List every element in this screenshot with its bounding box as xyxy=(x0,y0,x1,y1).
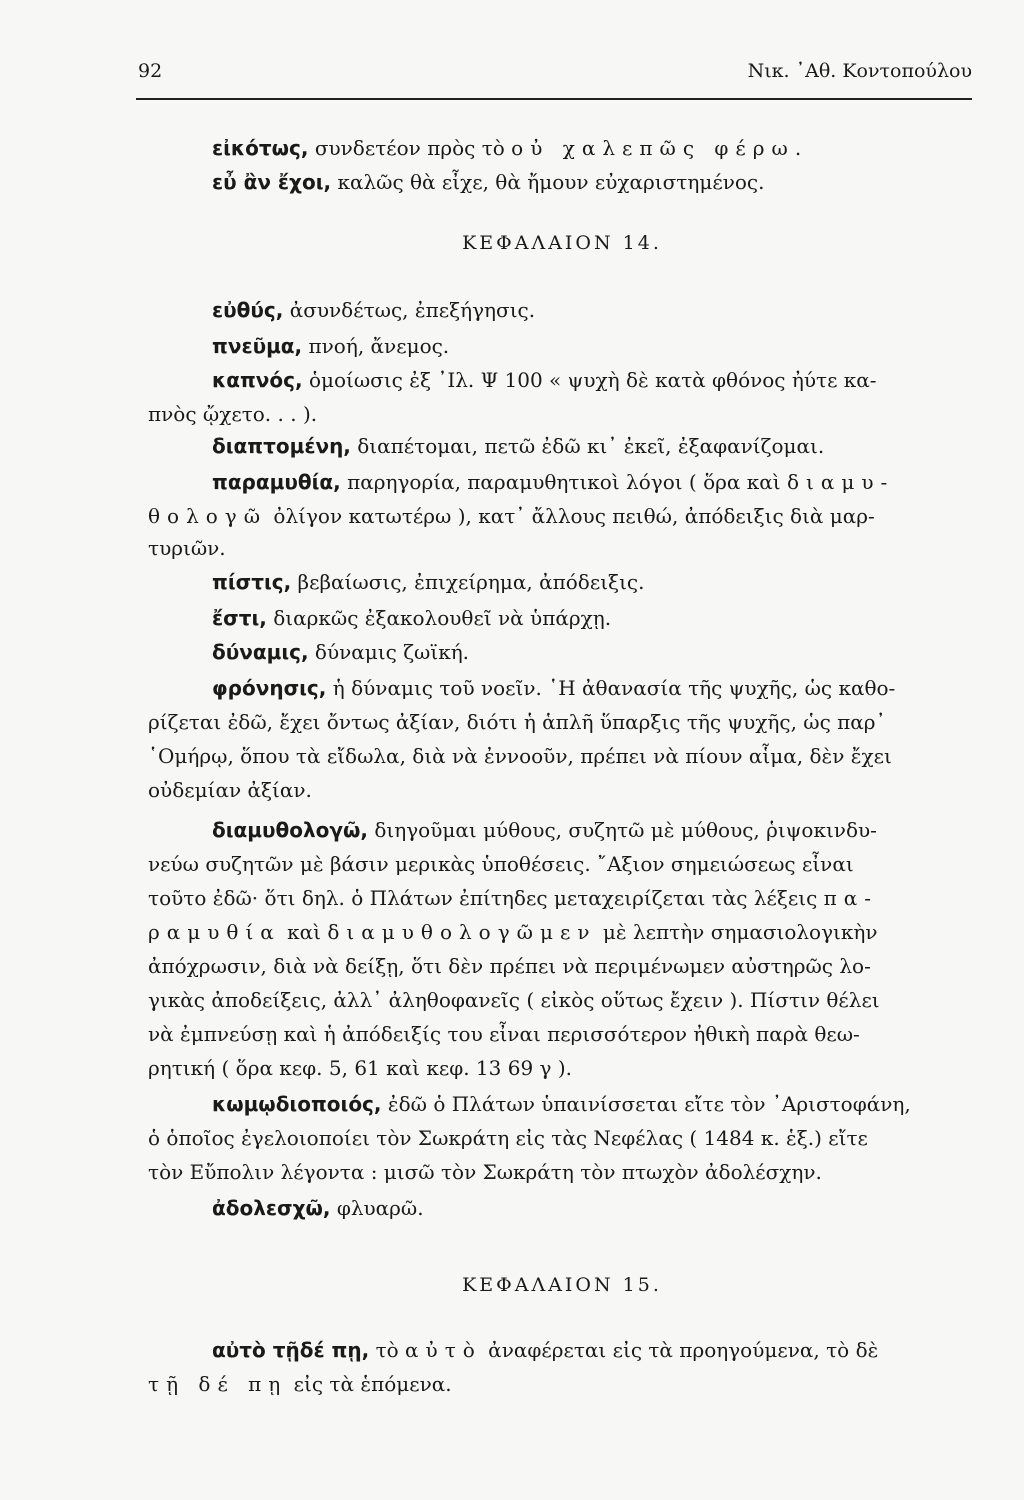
entry-term: αὐτὸ τῇδέ πῃ, xyxy=(212,1338,370,1362)
page-number: 92 xyxy=(138,60,163,82)
spaced-phrase: αὐτὸ xyxy=(405,1338,482,1362)
entry-eikotos xyxy=(212,136,801,160)
header-rule xyxy=(136,98,972,100)
entry-diamythologo xyxy=(212,818,877,842)
entry-gloss: ἐδῶ ὁ Πλάτων ὑπαινίσσεται εἴτε τὸν ᾿Αριστοφάνη, xyxy=(381,1092,911,1116)
entry-gloss: βεβαίωσις, ἐπιχείρημα, ἀπόδειξις. xyxy=(291,570,645,594)
entry-diamythologo-line6: γικὰς ἀποδείξεις, ἀλλ᾿ ἀληθοφανεῖς ( εἰκὸς οὕτως ἔχειν ). Πίστιν θέλει xyxy=(148,988,880,1012)
entry-euthys xyxy=(212,298,535,322)
entry-auto-tede-pe-line2 xyxy=(148,1372,452,1396)
entry-gloss: τὸ xyxy=(369,1338,406,1362)
entry-kapnos xyxy=(212,368,877,392)
entry-gloss: πνοή, ἄνεμος. xyxy=(302,334,450,358)
entry-diamythologo-line3 xyxy=(148,886,878,910)
entry-pistis xyxy=(212,570,644,594)
entry-fronesis-line4: οὐδεμίαν ἀξίαν. xyxy=(148,778,312,802)
entry-paramythia-line2 xyxy=(148,504,875,528)
entry-term: εὖ ἂν ἔχοι, xyxy=(212,170,332,194)
entry-gloss: συνδετέον πρὸς τὸ xyxy=(308,136,512,160)
entry-term: εἰκότως, xyxy=(212,136,309,160)
entry-pneuma xyxy=(212,334,449,358)
entry-gloss: διαπέτομαι, πετῶ ἐδῶ κι᾿ ἐκεῖ, ἐξαφανίζομαι. xyxy=(350,434,825,458)
text-run: μὲ λεπτὴν σημασιολογικὴν xyxy=(596,920,878,944)
entry-fronesis-line3: ῾Ομήρῳ, ὅπου τὰ εἴδωλα, διὰ νὰ ἐννοοῦν, πρέπει νὰ πίουν αἷμα, δὲν ἔχει xyxy=(148,744,892,768)
spaced-phrase: ραμυθία xyxy=(148,920,281,944)
punct: . xyxy=(794,136,802,160)
entry-gloss: καλῶς θὰ εἶχε, θὰ ἤμουν εὐχαριστημένος. xyxy=(331,170,765,194)
text-run: τοῦτο ἐδῶ· ὅτι δηλ. ὁ Πλάτων ἐπίτηδες μεταχειρίζεται τὰς λέξεις xyxy=(148,886,824,910)
spaced-phrase: διαμυθολογῶμεν xyxy=(327,920,597,944)
entry-paramythia-line3: τυριῶν. xyxy=(148,536,226,560)
entry-komodiopoios-line3: τὸν Εὔπολιν λέγοντα : μισῶ τὸν Σωκράτη τὸν πτωχὸν ἀδολέσχην. xyxy=(148,1160,822,1184)
entry-komodiopoios-line2: ὁ ὁποῖος ἐγελοιοποίει τὸν Σωκράτη εἰς τὰς Νεφέλας ( 1484 κ. ἑξ.) εἴτε xyxy=(148,1126,868,1150)
entry-adolescho xyxy=(212,1196,424,1220)
entry-diaptomene xyxy=(212,434,824,458)
entry-eu-an-echoi xyxy=(212,170,764,194)
text-run: εἰς τὰ ἑπόμενα. xyxy=(287,1372,452,1396)
entry-diamythologo-line7: νὰ ἐμπνεύσῃ καὶ ἡ ἀπόδειξίς του εἶναι περισσότερον ἠθικὴ παρὰ θεω- xyxy=(148,1022,860,1046)
chapter-heading-15: ΚΕΦΑΛΑΙΟΝ 15. xyxy=(462,1274,662,1296)
entry-fronesis xyxy=(212,676,895,700)
chapter-heading-14: ΚΕΦΑΛΑΙΟΝ 14. xyxy=(462,232,662,254)
entry-fronesis-line2: ρίζεται ἐδῶ, ἔχει ὄντως ἀξίαν, διότι ἡ ἁπλῆ ὕπαρξις τῆς ψυχῆς, ὡς παρ᾿ xyxy=(148,710,886,734)
entry-diamythologo-line5: ἀπόχρωσιν, διὰ νὰ δείξῃ, ὅτι δὲν πρέπει νὰ περιμένωμεν αὐστηρῶς λο- xyxy=(148,954,871,978)
spaced-phrase: πα- xyxy=(823,886,879,910)
entry-term: καπνός, xyxy=(212,368,303,392)
entry-paramythia xyxy=(212,470,894,494)
entry-esti xyxy=(212,606,611,630)
text-run: ὀλίγον κατωτέρω ), κατ᾿ ἄλλους πειθώ, ἀπόδειξις διὰ μαρ- xyxy=(267,504,875,528)
entry-gloss: διαρκῶς ἐξακολουθεῖ νὰ ὑπάρχῃ. xyxy=(266,606,612,630)
text-run: καὶ xyxy=(280,920,328,944)
entry-term: πνεῦμα, xyxy=(212,334,303,358)
entry-term: παραμυθία, xyxy=(212,470,341,494)
text-run: ἀναφέρεται εἰς τὰ προηγούμενα, τὸ δὲ xyxy=(481,1338,879,1362)
entry-term: πίστις, xyxy=(212,570,292,594)
entry-auto-tede-pe xyxy=(212,1338,878,1362)
spaced-phrase: οὐ χαλεπῶς φέρω xyxy=(511,136,795,160)
entry-gloss: διηγοῦμαι μύθους, συζητῶ μὲ μύθους, ῥιψοκινδυ- xyxy=(367,818,877,842)
spaced-phrase: θολογῶ xyxy=(148,504,268,528)
entry-diamythologo-line2: νεύω συζητῶν μὲ βάσιν μερικὰς ὑποθέσεις. ῎Αξιον σημειώσεως εἶναι xyxy=(148,852,854,876)
entry-gloss: ἀσυνδέτως, ἐπεξήγησις. xyxy=(283,298,536,322)
entry-term: διαμυθολογῶ, xyxy=(212,818,368,842)
entry-dynamis xyxy=(212,640,469,664)
entry-term: δύναμις, xyxy=(212,640,309,664)
entry-term: ἔστι, xyxy=(212,606,267,630)
entry-term: ἀδολεσχῶ, xyxy=(212,1196,331,1220)
entry-term: διαπτομένη, xyxy=(212,434,351,458)
entry-gloss: φλυαρῶ. xyxy=(330,1196,424,1220)
entry-diamythologo-line4 xyxy=(148,920,878,944)
entry-gloss: ὁμοίωσις ἐξ ᾿Ιλ. Ψ 100 « ψυχὴ δὲ κατὰ φθόνος ἠύτε κα- xyxy=(302,368,877,392)
entry-gloss: δύναμις ζωϊκή. xyxy=(308,640,470,664)
entry-gloss: παρηγορία, παραμυθητικοὶ λόγοι ( ὅρα καὶ xyxy=(340,470,787,494)
running-header-author: Νικ. ᾿Αθ. Κοντοπούλου xyxy=(747,60,972,82)
entry-komodiopoios xyxy=(212,1092,911,1116)
spaced-phrase: τῇ δέ πῃ xyxy=(148,1372,288,1396)
entry-kapnos-cont: πνὸς ᾤχετο. . . ). xyxy=(148,402,318,426)
spaced-phrase: διαμυ- xyxy=(786,470,895,494)
entry-term: κωμῳδιοποιός, xyxy=(212,1092,382,1116)
entry-term: φρόνησις, xyxy=(212,676,327,700)
entry-term: εὐθύς, xyxy=(212,298,284,322)
entry-diamythologo-line8: ρητική ( ὅρα κεφ. 5, 61 καὶ κεφ. 13 69 γ ). xyxy=(148,1056,573,1080)
entry-gloss: ἡ δύναμις τοῦ νοεῖν. ῾Η ἀθανασία τῆς ψυχῆς, ὡς καθο- xyxy=(326,676,896,700)
